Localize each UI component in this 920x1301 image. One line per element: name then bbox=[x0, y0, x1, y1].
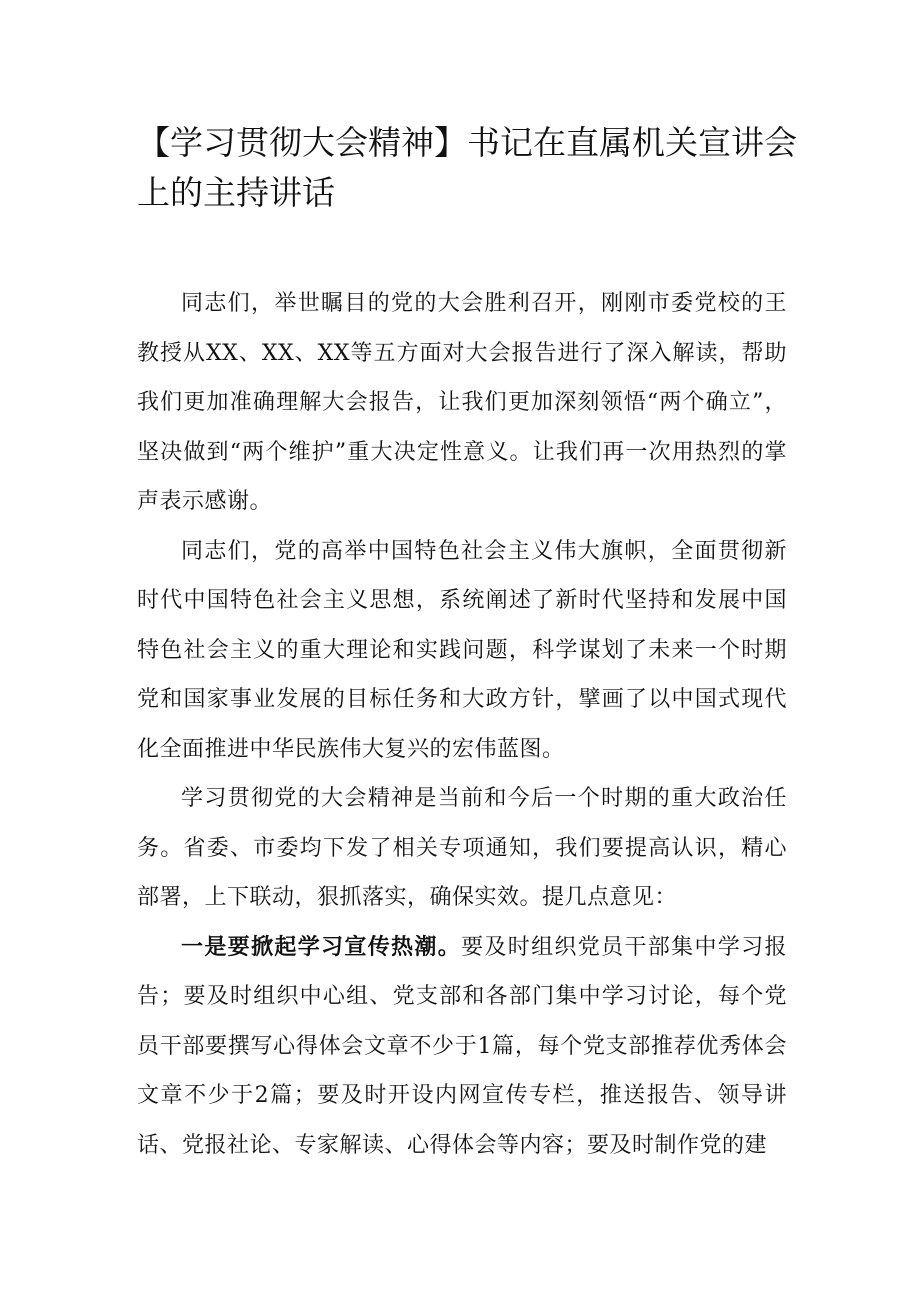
paragraph-opening: 同志们，举世瞩目的党的大会胜利召开，刚刚市委党校的王教授从XX、XX、XX等五方面对大会报告进行了深入解读，帮助我们更加准确理解大会报告，让我们更加深刻领悟“两个确立”，坚决做到“两个维护”重大决定性意义。让我们再一次用热烈的掌声表示感谢。 bbox=[137, 291, 787, 514]
document-body bbox=[137, 279, 787, 1170]
paragraph-task-intro: 学习贯彻党的大会精神是当前和今后一个时期的重大政治任务。省委、市委均下发了相关专项通知，我们要提高认识，精心部署，上下联动，狠抓落实，确保实效。提几点意见： bbox=[137, 786, 787, 910]
paragraph-report-summary: 同志们，党的高举中国特色社会主义伟大旗帜，全面贯彻新时代中国特色社会主义思想，系统阐述了新时代坚持和发展中国特色社会主义的重大理论和实践问题，科学谋划了未来一个时期党和国家事业发展的目标任务和大政方针，擘画了以中国式现代化全面推进中华民族伟大复兴的宏伟蓝图。 bbox=[137, 538, 787, 762]
point-one-heading: 一是要掀起学习宣传热潮。 bbox=[181, 933, 462, 960]
paragraph-point-one bbox=[137, 923, 787, 1171]
point-one-text: 要及时组织党员干部集中学习报告；要及时组织中心组、党支部和各部门集中学习讨论，每个党员干部要撰写心得体会文章不少于1篇，每个党支部推荐优秀体会文章不少于2篇；要及时开设内网宣传专栏，推送报告、领导讲话、党报社论、专家解读、心得体会等内容；要及时制作党的建 bbox=[137, 934, 787, 1158]
document-title: 【学习贯彻大会精神】书记在直属机关宣讲会上的主持讲话 bbox=[137, 123, 797, 212]
